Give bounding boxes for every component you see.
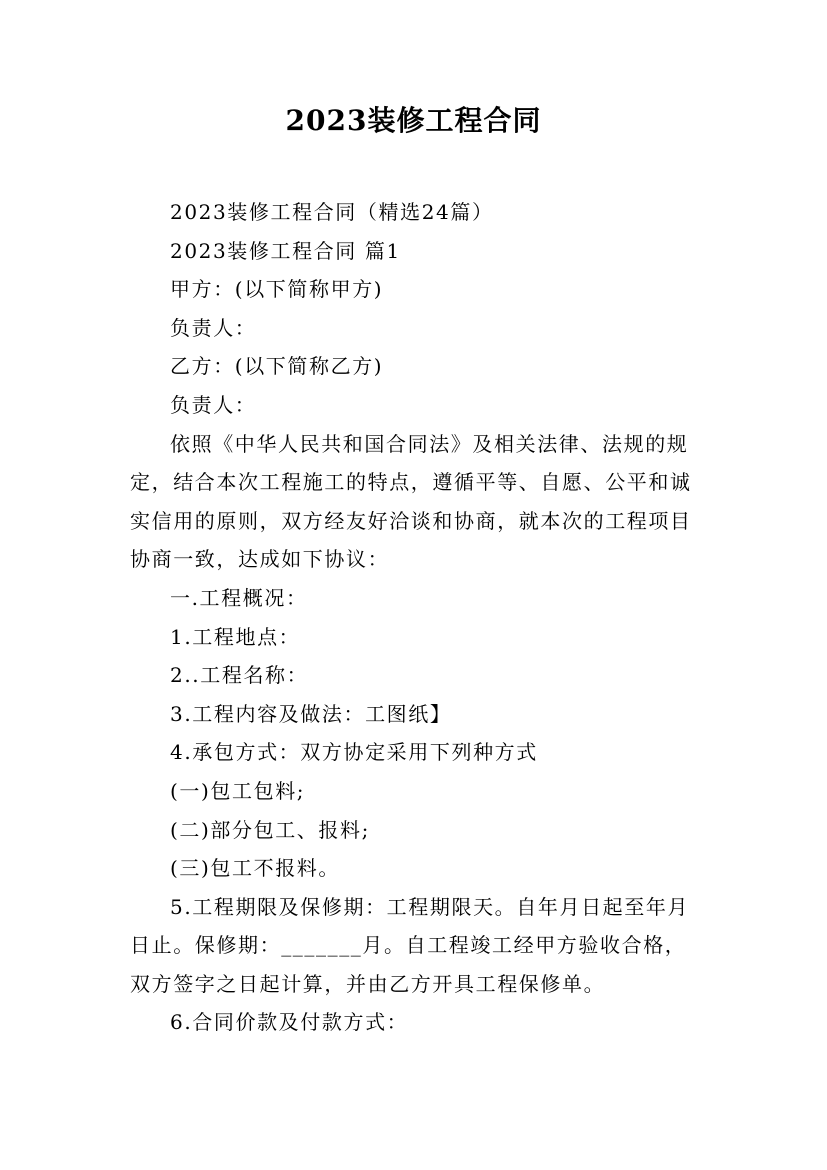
item-contract-method: 4.承包方式：双方协定采用下列种方式 bbox=[170, 740, 538, 765]
intro-line-2: 定，结合本次工程施工的特点，遵循平等、自愿、公平和诚 bbox=[130, 470, 692, 495]
item-content: 3.工程内容及做法：工图纸】 bbox=[170, 701, 452, 726]
intro-line-1: 依照《中华人民共和国合同法》及相关法律、法规的规 bbox=[170, 431, 689, 456]
intro-line-3: 实信用的原则，双方经友好洽谈和协商，就本次的工程项目 bbox=[130, 508, 692, 533]
item-option-2: (二)部分包工、报料; bbox=[170, 817, 370, 842]
term-line-1: 5.工程期限及保修期：工程期限天。自年月日起至年月 bbox=[170, 894, 690, 919]
term-line-2: 日止。保修期：_______月。自工程竣工经甲方验收合格， bbox=[130, 933, 687, 958]
party-a-line: 甲方：(以下简称甲方) bbox=[170, 277, 384, 302]
item-option-1: (一)包工包料; bbox=[170, 778, 306, 803]
intro-line-4: 协商一致，达成如下协议： bbox=[130, 547, 390, 572]
item-payment: 6.合同价款及付款方式： bbox=[170, 1010, 409, 1035]
party-a-responsible: 负责人： bbox=[170, 315, 257, 340]
item-name: 2..工程名称： bbox=[170, 663, 309, 688]
subtitle-line: 2023装修工程合同（精选24篇） bbox=[170, 200, 494, 224]
term-line-3: 双方签字之日起计算，并由乙方开具工程保修单。 bbox=[130, 971, 606, 996]
item-overview: 一.工程概况： bbox=[170, 585, 308, 610]
document-title: 2023装修工程合同 bbox=[285, 104, 542, 137]
document-body bbox=[130, 193, 702, 1042]
party-b-line: 乙方：(以下简称乙方) bbox=[170, 354, 384, 379]
item-option-3: (三)包工不报料。 bbox=[170, 856, 341, 881]
section-heading: 2023装修工程合同 篇1 bbox=[170, 238, 401, 263]
party-b-responsible: 负责人： bbox=[170, 392, 257, 417]
item-location: 1.工程地点： bbox=[170, 624, 301, 649]
